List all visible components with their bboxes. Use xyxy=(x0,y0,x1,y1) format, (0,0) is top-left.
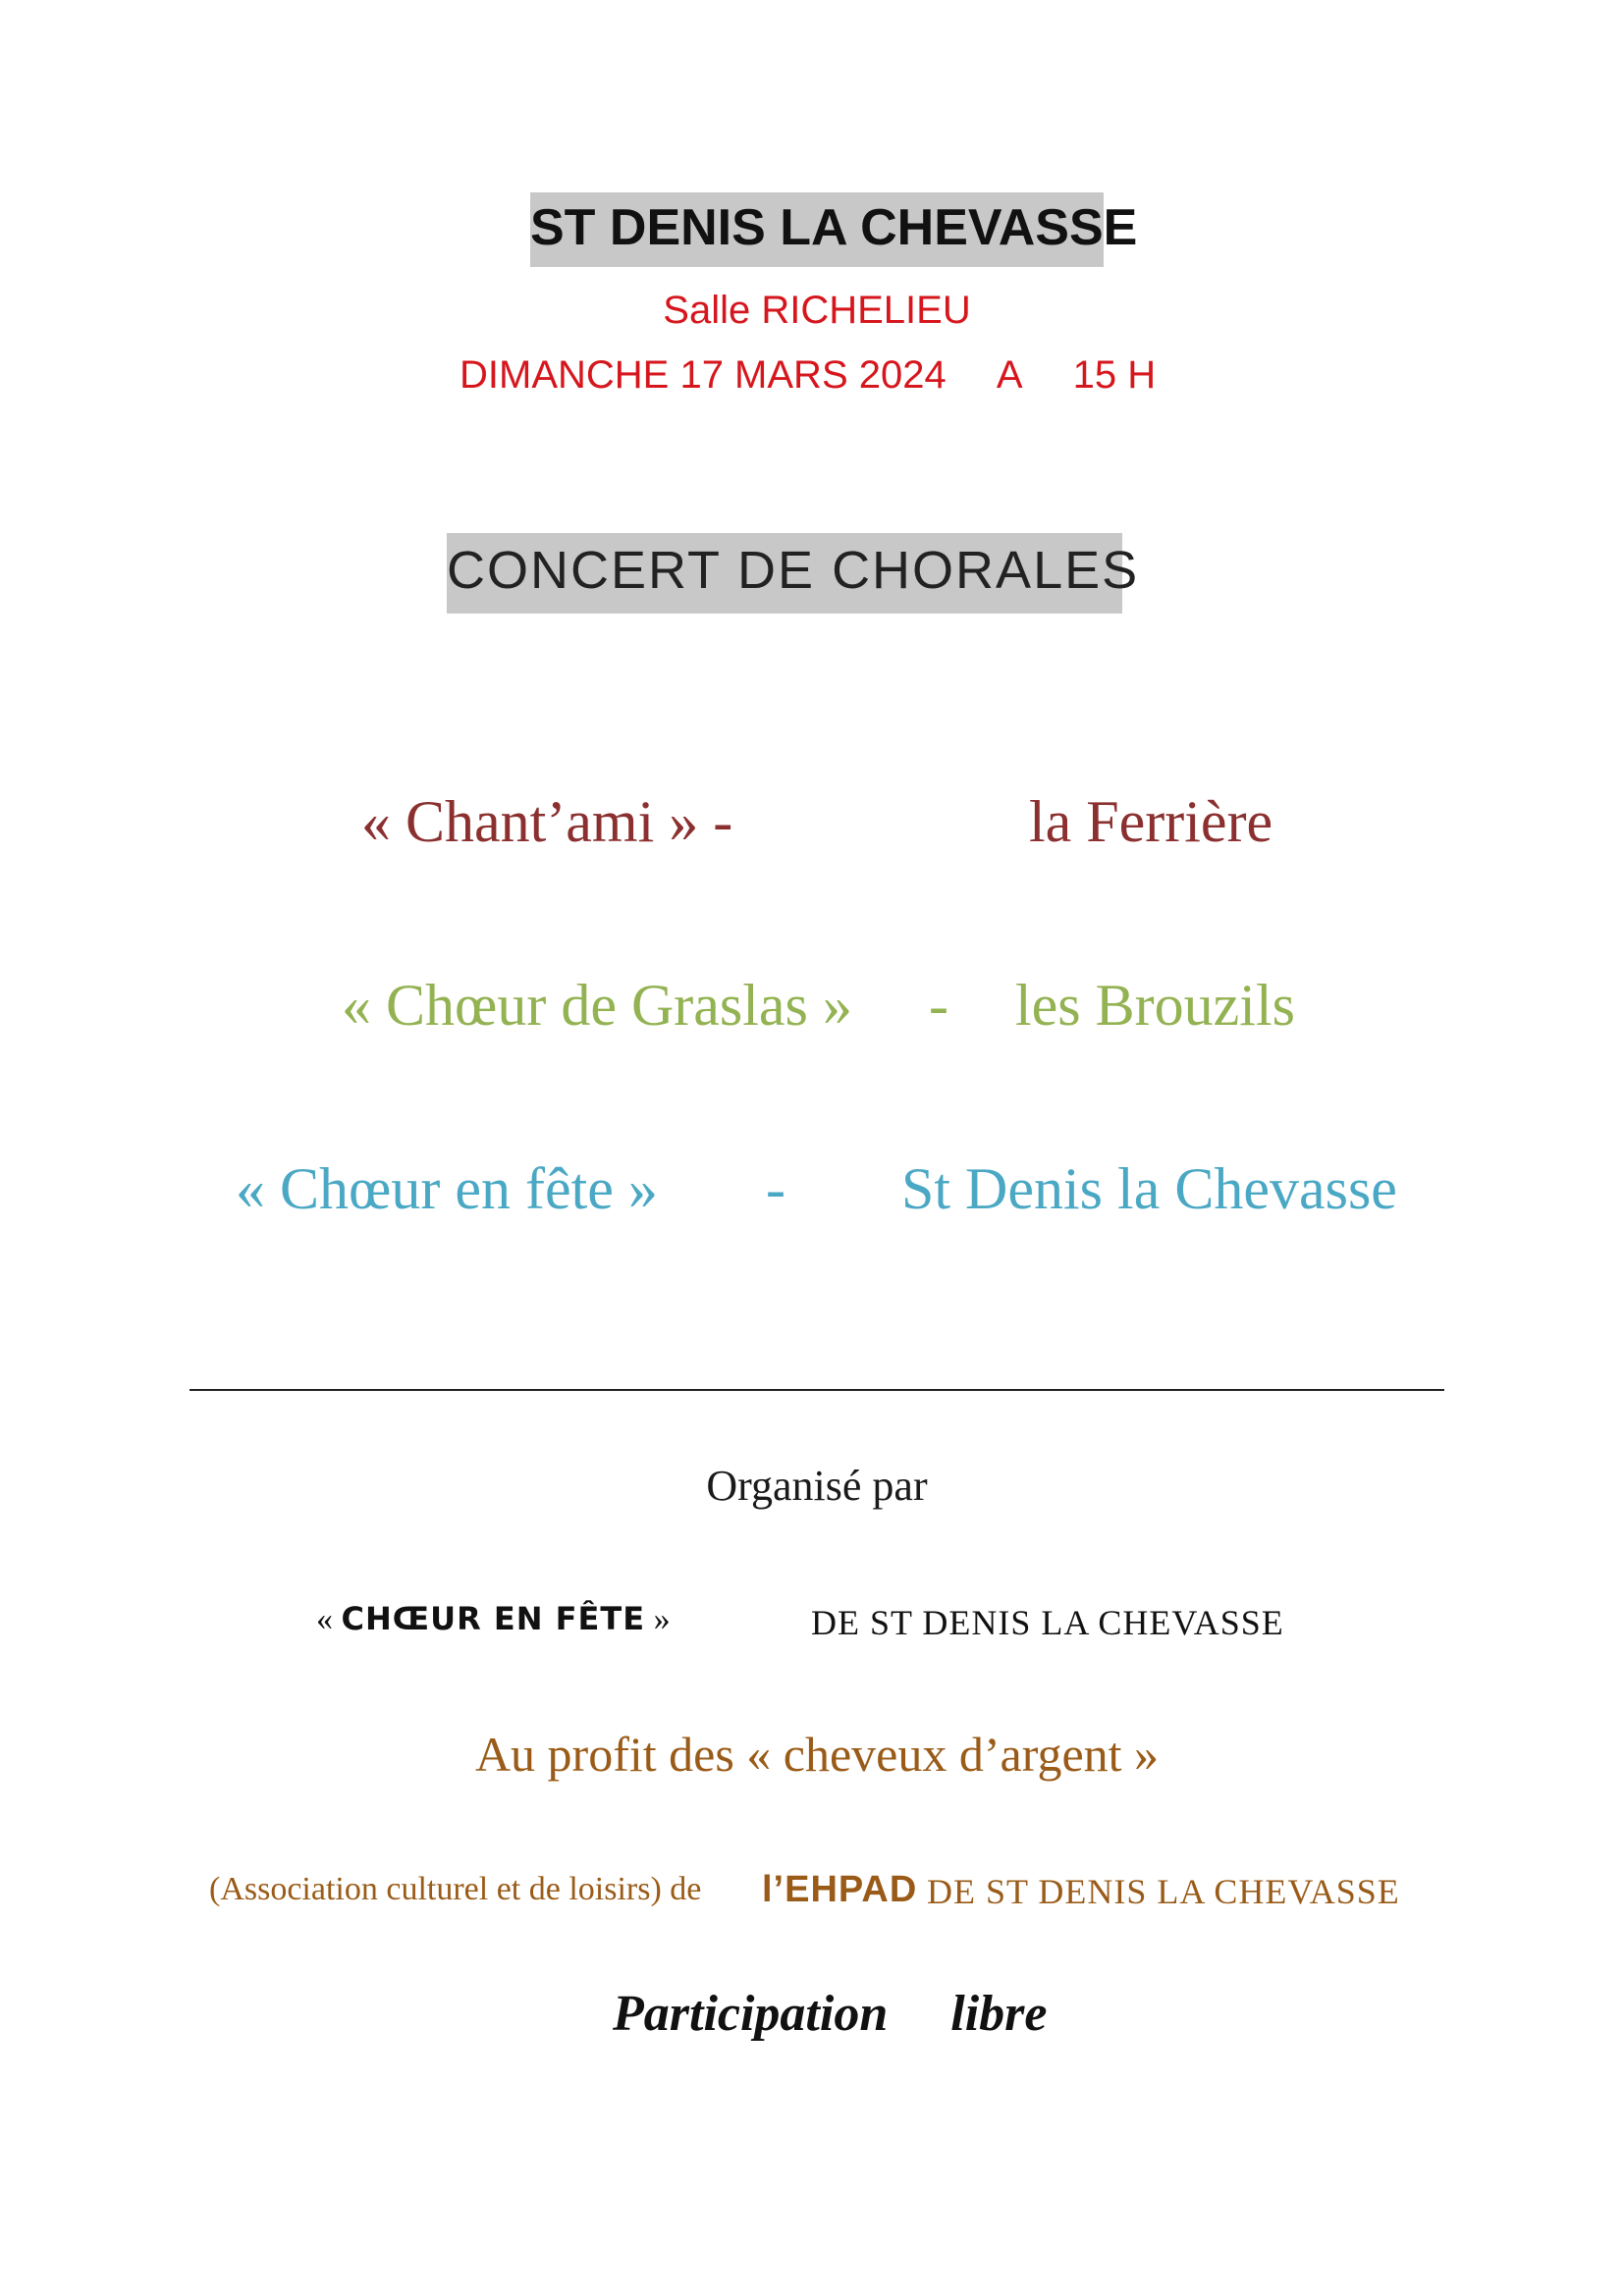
organiser-choir xyxy=(316,1600,671,1638)
choir-name-3: « Chœur en fête » xyxy=(236,1156,658,1221)
ehpad-town: DE ST DENIS LA CHEVASSE xyxy=(927,1872,1400,1911)
benefit-line: Au profit des « cheveux d’argent » xyxy=(474,1727,1160,1782)
choir-name-1: « Chant’ami » - xyxy=(361,789,733,854)
choir-place-3: St Denis la Chevasse xyxy=(901,1156,1397,1221)
participation xyxy=(613,1985,1047,2043)
date-line xyxy=(460,353,1156,398)
town-title: ST DENIS LA CHEVASSE xyxy=(530,199,1138,256)
choir-separator-3: - xyxy=(766,1156,785,1221)
choir-place-1: la Ferrière xyxy=(1029,789,1273,854)
organised-by: Organisé par xyxy=(706,1462,928,1510)
free-word: libre xyxy=(950,1986,1048,2042)
choir-separator-2: - xyxy=(929,973,948,1038)
concert-time: 15 H xyxy=(1072,353,1157,397)
association: (Association culturel et de loisirs) de xyxy=(209,1871,702,1907)
venue: Salle RICHELIEU xyxy=(663,289,971,332)
organiser-town: DE ST DENIS LA CHEVASSE xyxy=(811,1603,1284,1642)
ehpad: l’EHPAD xyxy=(762,1869,918,1910)
concert-date: DIMANCHE 17 MARS 2024 xyxy=(460,353,947,397)
choir-name-2: « Chœur de Graslas » xyxy=(342,973,852,1038)
quote-open: « xyxy=(316,1601,333,1637)
quote-close: » xyxy=(653,1601,671,1637)
participation-word: Participation xyxy=(613,1986,889,2042)
date-at: A xyxy=(996,353,1023,397)
divider xyxy=(189,1389,1444,1391)
concert-title: CONCERT DE CHORALES xyxy=(447,541,1140,600)
choir-place-2: les Brouzils xyxy=(1015,973,1295,1038)
organiser-choir-name: CHŒUR EN FÊTE xyxy=(341,1600,646,1637)
